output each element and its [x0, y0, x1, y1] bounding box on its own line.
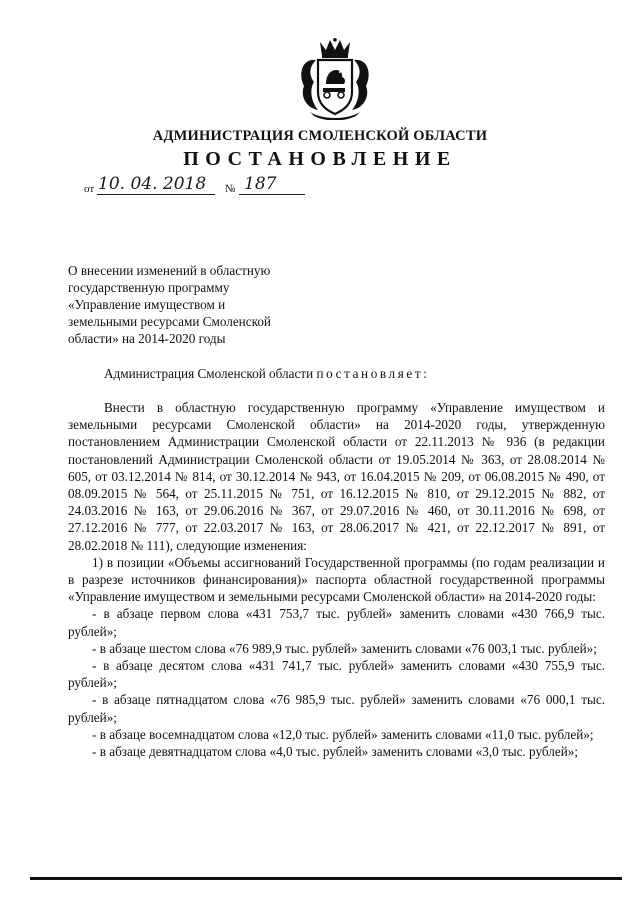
subject-line: «Управление имуществом и	[68, 297, 226, 312]
subject-line: государственную программу	[68, 280, 230, 295]
bottom-scan-border	[30, 877, 622, 880]
organization-name: АДМИНИСТРАЦИЯ СМОЛЕНСКОЙ ОБЛАСТИ	[152, 128, 488, 144]
change-item: - в абзаце пятнадцатом слова «76 985,9 тыс. рублей» заменить словами «76 000,1 тыс. рублей»;	[68, 692, 605, 725]
change-item: - в абзаце девятнадцатом слова «4,0 тыс. рублей» заменить словами «3,0 тыс. рублей»;	[92, 744, 579, 760]
number-underline	[239, 194, 305, 195]
decree-verb: постановляет:	[316, 366, 430, 381]
number-prefix: №	[225, 183, 236, 195]
subject-line: О внесении изменений в областную	[68, 263, 271, 278]
subject-line: области» на 2014-2020 годы	[68, 331, 226, 346]
change-item: - в абзаце шестом слова «76 989,9 тыс. рублей» заменить словами «76 003,1 тыс. рублей»;	[92, 640, 597, 656]
coat-of-arms-emblem	[296, 38, 374, 120]
document-body	[68, 399, 605, 760]
document-subject	[68, 262, 316, 347]
handwritten-number: 187	[244, 174, 277, 194]
document-type-title: ПОСТАНОВЛЕНИЕ	[183, 148, 457, 170]
handwritten-date: 10. 04. 2018	[98, 174, 207, 194]
change-item: - в абзаце первом слова «431 753,7 тыс. рублей» заменить словами «430 766,9 тыс. рублей»;	[68, 606, 605, 639]
decree-lead: Администрация Смоленской области	[104, 366, 314, 381]
date-number-line	[84, 174, 324, 198]
point-1: 1) в позиции «Объемы ассигнований Государственной программы (по годам реализации и в разрезе источников финансирования)» паспорта областной государственной программы «Управление имуществом и земельными ресурсами Смоленской области» на 2014-2020 годы:	[68, 554, 605, 605]
subject-line: земельными ресурсами Смоленской	[68, 314, 271, 329]
decree-statement	[104, 366, 429, 382]
date-prefix: от	[84, 183, 95, 195]
date-underline	[97, 194, 215, 195]
change-item: - в абзаце десятом слова «431 741,7 тыс. рублей» заменить словами «430 755,9 тыс. рублей»;	[68, 658, 605, 691]
change-item: - в абзаце восемнадцатом слова «12,0 тыс. рублей» заменить словами «11,0 тыс. рублей»;	[92, 726, 594, 742]
main-paragraph: Внести в областную государственную программу «Управление имуществом и земельными ресурсами Смоленской области» на 2014-2020 годы, утвержденную постановлением Администрации Смоленской области от 22.11.2013 № 936 (в редакции постановлений Администрации Смоленской области от 19.05.2014 № 363, от 28.08.2014 № 605, от 03.12.2014 № 814, от 30.12.2014 № 943, от 16.04.2015 № 209, от 06.08.2015 № 490, от 08.09.2015 № 564, от 25.11.2015 № 751, от 16.12.2015 № 810, от 29.12.2015 № 882, от 24.03.2016 № 163, от 29.06.2016 № 367, от 29.07.2016 № 460, от 30.11.2016 № 698, от 27.12.2016 № 777, от 22.03.2017 № 163, от 28.06.2017 № 421, от 22.12.2017 № 891, от 28.02.2018 № 111), следующие изменения:	[68, 400, 605, 553]
